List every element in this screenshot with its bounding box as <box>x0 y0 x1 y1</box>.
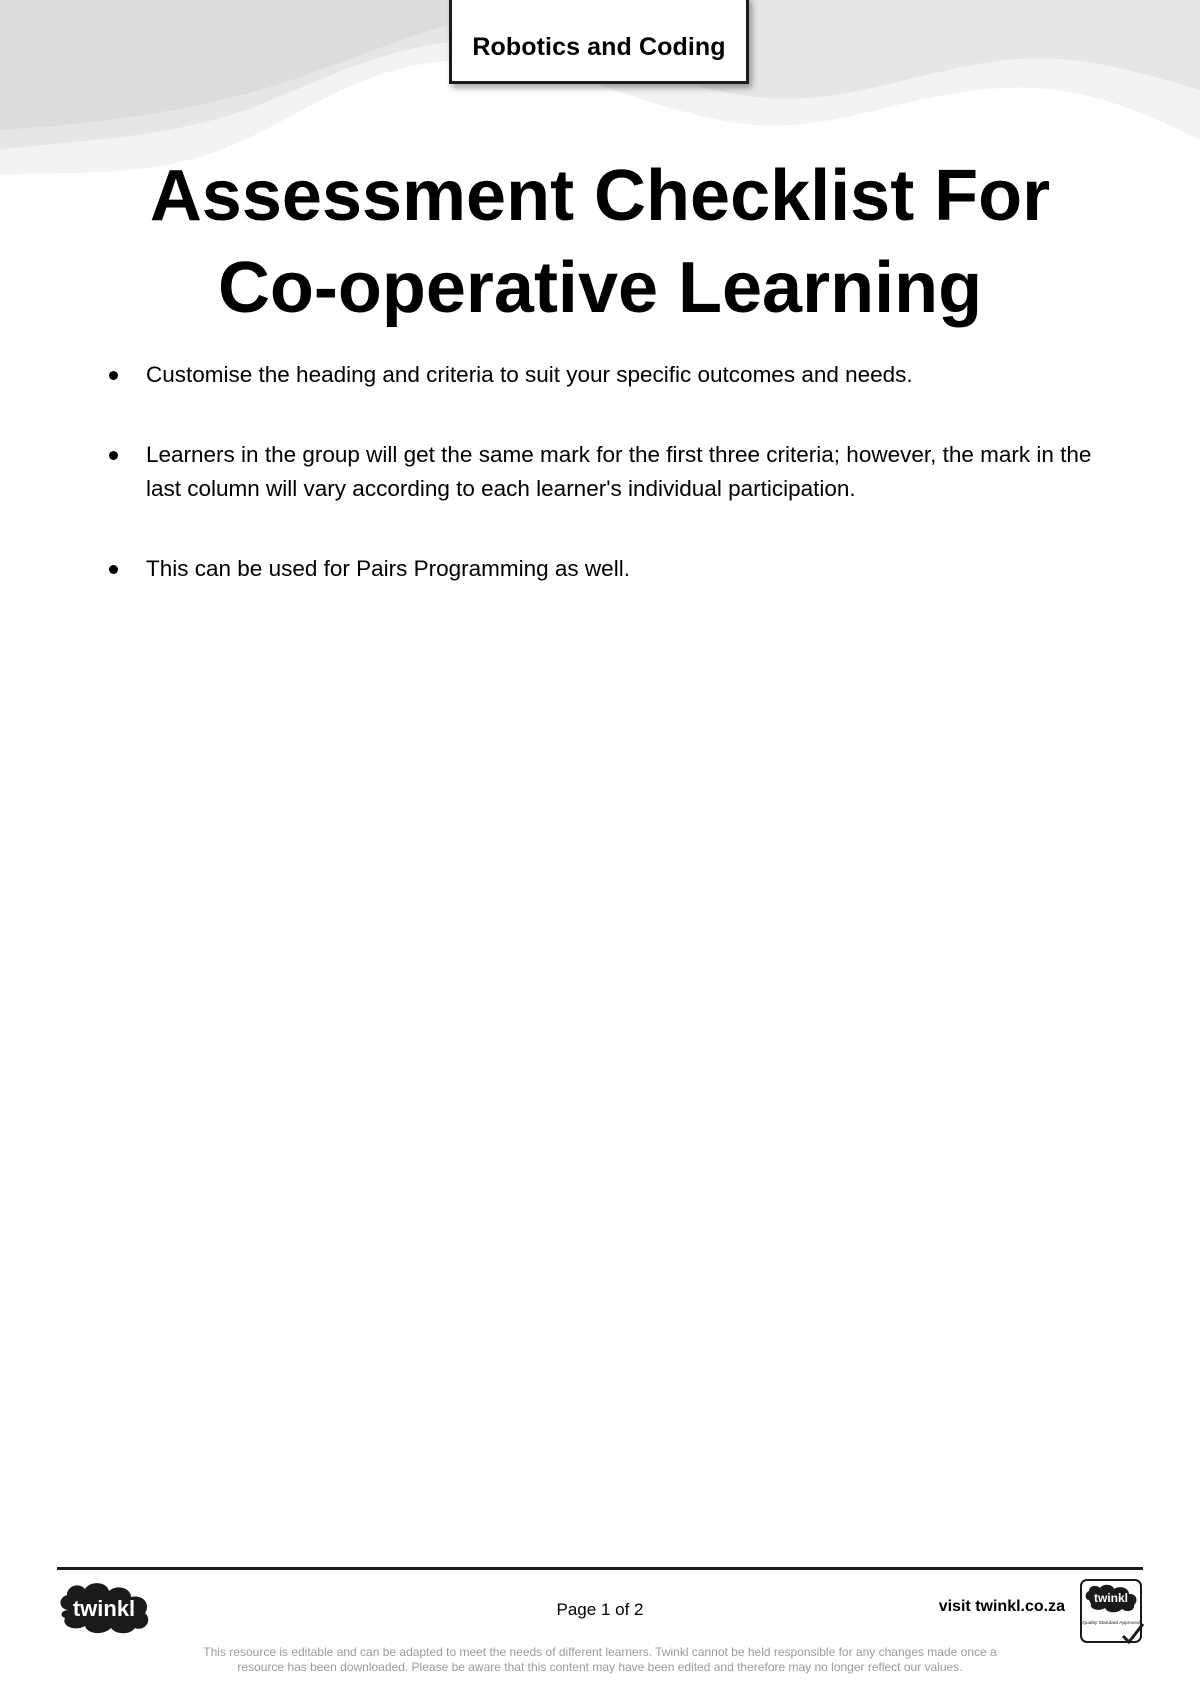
bullet-icon <box>109 565 118 574</box>
footer-divider <box>57 1567 1143 1570</box>
instruction-text: This can be used for Pairs Programming as well. <box>146 556 630 581</box>
instruction-item <box>104 438 1124 506</box>
instruction-text: Learners in the group will get the same mark for the first three criteria; however, the mark in the last column will vary according to each learner's individual participation. <box>146 442 1092 501</box>
visit-website-link[interactable]: visit twinkl.co.za <box>938 1598 1065 1615</box>
svg-text:twinkl: twinkl <box>1093 1591 1129 1605</box>
instructions-list <box>104 358 1124 586</box>
disclaimer-text: This resource is editable and can be adapted to meet the needs of different learners. Twinkl cannot be held responsible for any changes made once a resource has been downloaded. Please be aware that this content may have been edited and therefore may no longer reflect our values. <box>203 1645 997 1674</box>
instruction-text: Customise the heading and criteria to suit your specific outcomes and needs. <box>146 362 913 387</box>
page-indicator: Page 1 of 2 <box>556 1600 644 1619</box>
bullet-icon <box>109 451 118 460</box>
page-title <box>0 150 1200 334</box>
instruction-item <box>104 358 1124 392</box>
instruction-item <box>104 552 1124 586</box>
page-title-line-2: Co-operative Learning <box>217 248 983 328</box>
svg-text:twinkl: twinkl <box>72 1596 136 1621</box>
svg-text:Quality Standard Approved: Quality Standard Approved <box>1082 1621 1140 1626</box>
quality-standard-badge-icon <box>1079 1578 1147 1646</box>
bullet-icon <box>109 371 118 380</box>
page-title-line-1: Assessment Checklist For <box>149 156 1051 236</box>
subject-tab: Robotics and Coding <box>449 0 749 84</box>
